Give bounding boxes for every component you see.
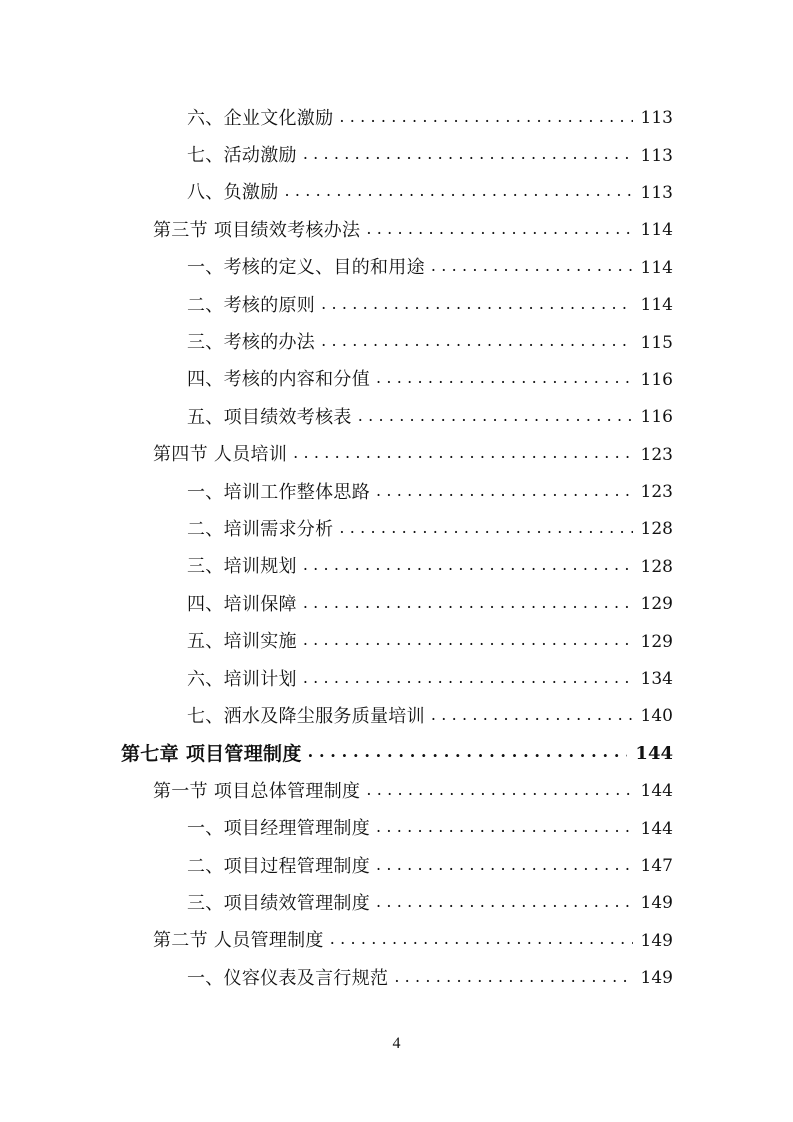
- toc-entry-page-number: 113: [640, 145, 673, 166]
- toc-subsection-entry[interactable]: [0, 324, 793, 361]
- toc-dot-leader: [303, 557, 633, 573]
- toc-entry-page-number: 128: [640, 556, 673, 577]
- toc-entry-page-number: 144: [640, 818, 673, 839]
- toc-dot-leader: [293, 445, 632, 461]
- toc-dot-leader: [376, 894, 633, 910]
- toc-entry-page-number: 113: [640, 108, 673, 129]
- toc-entry-label: 七、活动激励: [187, 145, 297, 167]
- page-number: 4: [392, 1035, 401, 1052]
- toc-subsection-entry[interactable]: [0, 885, 793, 922]
- toc-entry-page-number: 147: [640, 856, 673, 876]
- toc-dot-leader: [285, 183, 633, 199]
- toc-dot-leader: [376, 819, 633, 835]
- toc-subsection-entry[interactable]: [0, 810, 793, 847]
- toc-subsection-entry[interactable]: [0, 250, 793, 287]
- toc-subsection-entry[interactable]: [0, 474, 793, 511]
- toc-entry-label: 八、负激励: [187, 182, 279, 204]
- toc-subsection-entry[interactable]: [0, 362, 793, 399]
- toc-chapter-entry[interactable]: [0, 736, 793, 773]
- toc-entry-label: 第七章 项目管理制度: [121, 742, 302, 765]
- toc-entry-label: 五、培训实施: [187, 631, 297, 653]
- toc-subsection-entry[interactable]: [0, 511, 793, 548]
- toc-entry-label: 第四节 人员培训: [153, 444, 288, 466]
- toc-dot-leader: [366, 221, 632, 237]
- toc-entry-page-number: 129: [640, 631, 673, 652]
- toc-entry-label: 七、洒水及降尘服务质量培训: [187, 705, 425, 727]
- toc-entry-label: 五、项目绩效考核表: [187, 406, 352, 428]
- toc-entry-page-number: 113: [640, 182, 673, 203]
- toc-dot-leader: [330, 931, 633, 947]
- toc-entry-page-number: 128: [640, 519, 673, 540]
- toc-entry-label: 一、考核的定义、目的和用途: [187, 257, 425, 279]
- toc-entry-page-number: 149: [640, 930, 673, 951]
- toc-dot-leader: [366, 782, 632, 798]
- toc-subsection-entry[interactable]: [0, 848, 793, 885]
- toc-subsection-entry[interactable]: [0, 100, 793, 137]
- toc-dot-leader: [303, 146, 633, 162]
- table-of-contents: [0, 100, 793, 997]
- toc-entry-label: 第二节 人员管理制度: [153, 930, 324, 952]
- toc-section-entry[interactable]: [0, 923, 793, 960]
- toc-entry-page-number: 123: [640, 482, 673, 503]
- toc-entry-label: 一、仪容仪表及言行规范: [187, 967, 389, 989]
- toc-entry-label: 一、项目经理管理制度: [187, 818, 370, 840]
- toc-subsection-entry[interactable]: [0, 287, 793, 324]
- toc-dot-leader: [431, 707, 633, 723]
- toc-entry-label: 第三节 项目绩效考核办法: [153, 219, 361, 241]
- toc-subsection-entry[interactable]: [0, 960, 793, 997]
- toc-subsection-entry[interactable]: [0, 399, 793, 436]
- toc-entry-label: 二、考核的原则: [187, 294, 316, 316]
- toc-entry-label: 四、考核的内容和分值: [187, 369, 370, 391]
- toc-dot-leader: [431, 258, 633, 274]
- toc-entry-label: 三、考核的办法: [187, 332, 316, 354]
- toc-subsection-entry[interactable]: [0, 623, 793, 660]
- toc-entry-page-number: 134: [640, 669, 673, 690]
- toc-subsection-entry[interactable]: [0, 137, 793, 174]
- toc-dot-leader: [376, 483, 633, 499]
- toc-entry-page-number: 123: [640, 444, 673, 465]
- toc-entry-label: 一、培训工作整体思路: [187, 481, 370, 503]
- toc-dot-leader: [321, 333, 632, 349]
- toc-entry-page-number: 149: [640, 968, 673, 989]
- toc-section-entry[interactable]: [0, 212, 793, 249]
- toc-dot-leader: [321, 296, 632, 312]
- toc-entry-page-number: 144: [640, 781, 673, 802]
- toc-entry-page-number: 114: [640, 257, 673, 278]
- toc-entry-page-number: 140: [640, 706, 673, 727]
- toc-entry-page-number: 129: [640, 594, 673, 615]
- toc-dot-leader: [339, 520, 632, 536]
- toc-entry-page-number: 114: [640, 220, 673, 241]
- toc-entry-page-number: 115: [640, 332, 673, 353]
- toc-dot-leader: [308, 744, 628, 760]
- toc-subsection-entry[interactable]: [0, 549, 793, 586]
- toc-subsection-entry[interactable]: [0, 661, 793, 698]
- toc-entry-page-number: 149: [640, 893, 673, 914]
- toc-entry-page-number: 114: [640, 295, 673, 316]
- toc-entry-label: 三、项目绩效管理制度: [187, 892, 370, 914]
- toc-entry-page-number: 144: [635, 743, 673, 765]
- toc-entry-page-number: 116: [640, 369, 673, 390]
- toc-subsection-entry[interactable]: [0, 698, 793, 735]
- toc-entry-label: 四、培训保障: [187, 593, 297, 615]
- toc-dot-leader: [303, 632, 633, 648]
- toc-entry-label: 三、培训规划: [187, 556, 297, 578]
- toc-entry-label: 六、培训计划: [187, 668, 297, 690]
- toc-section-entry[interactable]: [0, 773, 793, 810]
- toc-dot-leader: [376, 370, 633, 386]
- toc-entry-label: 六、企业文化激励: [187, 107, 334, 129]
- toc-dot-leader: [339, 109, 632, 125]
- toc-subsection-entry[interactable]: [0, 586, 793, 623]
- toc-entry-label: 第一节 项目总体管理制度: [153, 780, 361, 802]
- toc-dot-leader: [303, 670, 633, 686]
- toc-dot-leader: [303, 595, 633, 611]
- toc-dot-leader: [376, 857, 633, 873]
- toc-entry-label: 二、培训需求分析: [187, 518, 334, 540]
- toc-section-entry[interactable]: [0, 437, 793, 474]
- toc-subsection-entry[interactable]: [0, 175, 793, 212]
- toc-dot-leader: [358, 408, 633, 424]
- toc-entry-label: 二、项目过程管理制度: [187, 855, 370, 877]
- toc-dot-leader: [394, 969, 632, 985]
- toc-entry-page-number: 116: [640, 407, 673, 428]
